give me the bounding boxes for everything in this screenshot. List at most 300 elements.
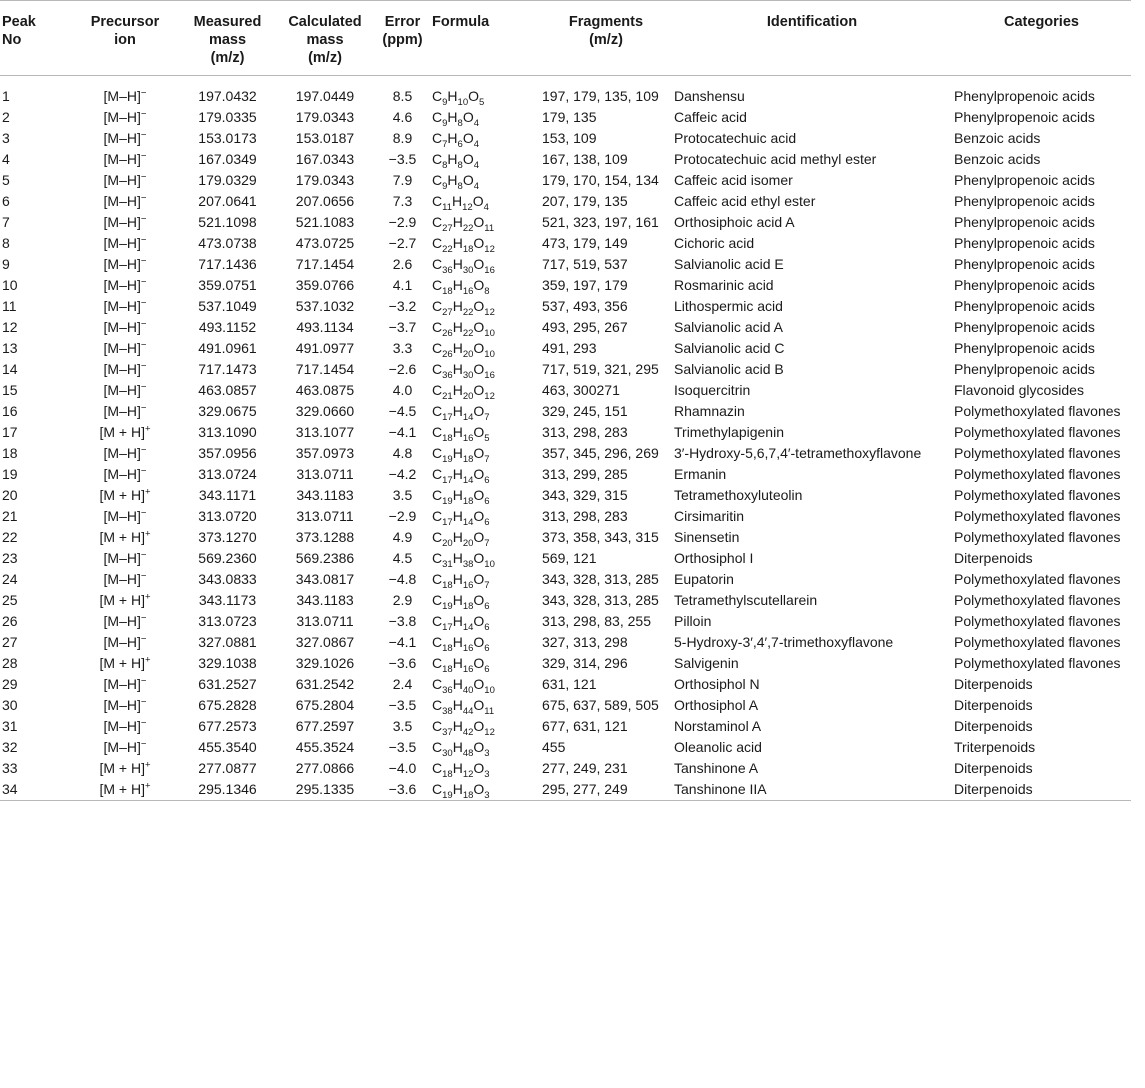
- category-cell: Polymethoxylated flavones: [954, 487, 1121, 503]
- peak-no-cell: 20: [2, 487, 18, 503]
- measured-mass-cell: 473.0738: [198, 235, 257, 251]
- measured-mass-cell: 675.2828: [198, 697, 257, 713]
- category-cell: Phenylpropenoic acids: [954, 235, 1095, 251]
- category-cell: Phenylpropenoic acids: [954, 319, 1095, 335]
- calculated-mass-cell: 179.0343: [295, 109, 355, 125]
- measured-mass-cell: 521.1098: [198, 214, 257, 230]
- calculated-mass-cell: 677.2597: [295, 718, 355, 734]
- category-cell: Polymethoxylated flavones: [954, 424, 1121, 440]
- calculated-mass-cell: 313.0711: [296, 613, 354, 629]
- precursor-ion-cell: [M–H]−: [103, 129, 147, 146]
- fragments-cell: 313, 298, 83, 255: [542, 613, 651, 629]
- table-row: [0, 485, 1131, 506]
- fragments-cell: 357, 345, 296, 269: [542, 445, 659, 461]
- measured-mass-cell: 167.0349: [198, 151, 257, 167]
- fragments-cell: 569, 121: [542, 550, 597, 566]
- identification-cell: Tanshinone A: [674, 760, 759, 776]
- fragments-cell: 677, 631, 121: [542, 718, 628, 734]
- category-cell: Polymethoxylated flavones: [954, 571, 1121, 587]
- peak-no-cell: 22: [2, 529, 18, 545]
- peak-no-cell: 11: [2, 298, 17, 314]
- fragments-cell: 473, 179, 149: [542, 235, 628, 251]
- table-row: [0, 779, 1131, 801]
- formula-cell: $C_{18}H_{16}O_8$: [432, 277, 490, 296]
- error-ppm-cell: −3.2: [388, 298, 417, 314]
- formula-cell: $C_{11}H_{12}O_4$: [432, 193, 489, 212]
- measured-mass-cell: 197.0432: [198, 88, 257, 104]
- measured-mass-cell: 329.0675: [198, 403, 257, 419]
- formula-cell: $C_{30}H_{48}O_3$: [432, 739, 490, 758]
- table-row: [0, 674, 1131, 695]
- fragments-cell: 675, 637, 589, 505: [542, 697, 659, 713]
- measured-mass-cell: 295.1346: [180, 779, 275, 801]
- header-calculated-line2: mass: [306, 32, 344, 48]
- formula-cell: $C_{18}H_{16}O_6$: [432, 655, 490, 674]
- peak-no-cell: 6: [2, 193, 10, 209]
- calculated-mass-cell: 179.0343: [295, 172, 355, 188]
- formula-cell: $C_{18}H_{16}O_6$: [432, 634, 490, 653]
- identification-cell: 3′-Hydroxy-5,6,7,4′-tetramethoxyflavone: [674, 445, 922, 461]
- precursor-ion-cell: [M–H]−: [103, 234, 147, 251]
- formula-cell: $C_{19}H_{18}O_6$: [432, 592, 490, 611]
- precursor-ion-cell: [M–H]−: [103, 465, 147, 482]
- category-cell: Benzoic acids: [954, 130, 1041, 146]
- category-cell: Diterpenoids: [954, 676, 1033, 692]
- peak-no-cell: 19: [2, 466, 18, 482]
- identification-cell: Cichoric acid: [674, 235, 755, 251]
- measured-mass-cell: 313.0724: [198, 466, 257, 482]
- category-cell: Phenylpropenoic acids: [954, 88, 1095, 104]
- peak-no-cell: 21: [2, 508, 18, 524]
- calculated-mass-cell: 313.0711: [296, 466, 354, 482]
- error-ppm-cell: 4.0: [392, 382, 413, 398]
- error-ppm-cell: 4.8: [392, 445, 413, 461]
- formula-cell: $C_{37}H_{42}O_{12}$: [432, 718, 495, 737]
- precursor-ion-cell: [M–H]−: [103, 339, 147, 356]
- peak-no-cell: 24: [2, 571, 18, 587]
- precursor-ion-cell: [M + H]+: [99, 759, 151, 776]
- category-cell: Phenylpropenoic acids: [954, 361, 1095, 377]
- peak-no-cell: 33: [2, 760, 18, 776]
- peak-no-cell: 14: [2, 361, 18, 377]
- fragments-cell: 207, 179, 135: [542, 193, 628, 209]
- measured-mass-cell: 631.2527: [198, 676, 257, 692]
- peak-no-cell: 28: [2, 655, 18, 671]
- formula-cell: $C_{19}H_{18}O_3$: [430, 779, 540, 801]
- fragments-cell: 455: [542, 739, 566, 755]
- formula-cell: $C_9H_8O_4$: [432, 109, 480, 128]
- error-ppm-cell: 2.9: [392, 592, 413, 608]
- peak-no-cell: 23: [2, 550, 18, 566]
- peak-no-cell: 26: [2, 613, 18, 629]
- table-row: [0, 611, 1131, 632]
- table-row: [0, 170, 1131, 191]
- header-categories: [952, 1, 1131, 76]
- formula-cell: $C_{36}H_{30}O_{16}$: [432, 361, 495, 380]
- measured-mass-cell: 359.0751: [198, 277, 257, 293]
- calculated-mass-cell: 313.1077: [295, 424, 355, 440]
- identification-cell: Isoquercitrin: [674, 382, 751, 398]
- formula-cell: $C_{17}H_{14}O_6$: [432, 508, 490, 527]
- fragments-cell: 167, 138, 109: [542, 151, 628, 167]
- calculated-mass-cell: 717.1454: [295, 256, 355, 272]
- table-row: [0, 737, 1131, 758]
- error-ppm-cell: 7.9: [392, 172, 413, 188]
- formula-cell: $C_{18}H_{16}O_7$: [432, 571, 490, 590]
- precursor-ion-cell: [M–H]−: [103, 255, 147, 272]
- header-precursor-line1: Precursor: [90, 14, 160, 30]
- peak-no-cell: 2: [2, 109, 10, 125]
- peak-no-cell: 10: [2, 277, 18, 293]
- error-ppm-cell: −3.5: [388, 697, 417, 713]
- formula-cell: $C_{19}H_{18}O_7$: [432, 445, 490, 464]
- precursor-ion-cell: [M–H]−: [103, 276, 147, 293]
- category-cell: Polymethoxylated flavones: [954, 508, 1121, 524]
- error-ppm-cell: 3.5: [392, 718, 413, 734]
- peak-no-cell: 31: [2, 718, 18, 734]
- calculated-mass-cell: 313.0711: [296, 508, 354, 524]
- fragments-cell: 313, 298, 283: [542, 508, 628, 524]
- precursor-ion-cell: [M–H]−: [103, 402, 147, 419]
- category-cell: Phenylpropenoic acids: [954, 256, 1095, 272]
- measured-mass-cell: 343.1171: [198, 487, 257, 503]
- measured-mass-cell: 569.2360: [198, 550, 257, 566]
- header-precursor: [70, 1, 180, 76]
- error-ppm-cell: 4.9: [392, 529, 413, 545]
- header-error-line1: Error: [384, 14, 421, 30]
- peak-no-cell: 32: [2, 739, 18, 755]
- error-ppm-cell: −3.7: [388, 319, 417, 335]
- precursor-ion-cell: [M–H]−: [103, 738, 147, 755]
- table-row: [0, 128, 1131, 149]
- error-ppm-cell: −4.2: [388, 466, 417, 482]
- calculated-mass-cell: 569.2386: [295, 550, 355, 566]
- category-cell: Polymethoxylated flavones: [954, 613, 1121, 629]
- peak-no-cell: 7: [2, 214, 10, 230]
- table-row: [0, 149, 1131, 170]
- table-header-row: [0, 1, 1131, 76]
- error-ppm-cell: −2.9: [388, 508, 417, 524]
- peak-no-cell: 30: [2, 697, 18, 713]
- precursor-ion-cell: [M–H]−: [103, 444, 147, 461]
- identification-cell: Tanshinone IIA: [672, 779, 952, 801]
- measured-mass-cell: 207.0641: [198, 193, 257, 209]
- fragments-cell: 717, 519, 537: [542, 256, 628, 272]
- calculated-mass-cell: 357.0973: [295, 445, 355, 461]
- category-cell: Phenylpropenoic acids: [954, 277, 1095, 293]
- header-calculated: [275, 1, 375, 76]
- measured-mass-cell: 373.1270: [198, 529, 257, 545]
- measured-mass-cell: 179.0335: [198, 109, 257, 125]
- header-measured-line2: mass: [208, 32, 247, 48]
- fragments-cell: 179, 170, 154, 134: [542, 172, 659, 188]
- formula-cell: $C_{17}H_{14}O_7$: [432, 403, 490, 422]
- fragments-cell: 631, 121: [542, 676, 597, 692]
- header-fragments-line2: (m/z): [589, 32, 623, 48]
- category-cell: Diterpenoids: [954, 760, 1033, 776]
- table-row: [0, 212, 1131, 233]
- fragments-cell: 295, 277, 249: [540, 779, 672, 801]
- category-cell: Polymethoxylated flavones: [954, 403, 1121, 419]
- table-row: [0, 569, 1131, 590]
- header-formula: [430, 1, 540, 76]
- header-error-line2: (ppm): [382, 32, 423, 48]
- identification-cell: Norstaminol A: [674, 718, 762, 734]
- identification-cell: Salvianolic acid C: [674, 340, 785, 356]
- error-ppm-cell: −4.0: [388, 760, 417, 776]
- category-cell: Polymethoxylated flavones: [954, 634, 1121, 650]
- category-cell: Polymethoxylated flavones: [954, 592, 1121, 608]
- measured-mass-cell: 717.1436: [198, 256, 257, 272]
- calculated-mass-cell: 493.1134: [296, 319, 354, 335]
- formula-cell: $C_{27}H_{22}O_{11}$: [432, 214, 495, 233]
- table-row: [0, 254, 1131, 275]
- table-row: [0, 380, 1131, 401]
- formula-cell: $C_9H_8O_4$: [432, 172, 480, 191]
- identification-cell: Orthosiphoic acid A: [674, 214, 795, 230]
- precursor-ion-cell: [M + H]+: [99, 528, 151, 545]
- calculated-mass-cell: 717.1454: [295, 361, 355, 377]
- error-ppm-cell: −2.7: [388, 235, 417, 251]
- table-row: [0, 107, 1131, 128]
- category-cell: Phenylpropenoic acids: [954, 109, 1095, 125]
- identification-cell: Orthosiphol A: [674, 697, 759, 713]
- error-ppm-cell: 3.5: [392, 487, 413, 503]
- formula-cell: $C_7H_6O_4$: [432, 130, 480, 149]
- identification-cell: Tetramethoxyluteolin: [674, 487, 803, 503]
- identification-cell: Cirsimaritin: [674, 508, 744, 524]
- precursor-ion-cell: [M–H]−: [103, 150, 147, 167]
- header-categories-line1: Categories: [1004, 14, 1079, 30]
- identification-cell: Orthosiphol N: [674, 676, 760, 692]
- identification-cell: Sinensetin: [674, 529, 740, 545]
- precursor-ion-cell: [M + H]+: [99, 654, 151, 671]
- measured-mass-cell: 313.0723: [198, 613, 257, 629]
- precursor-ion-cell: [M–H]−: [103, 570, 147, 587]
- peak-no-cell: 18: [2, 445, 18, 461]
- header-peak-line2: No: [2, 32, 22, 48]
- table-row: [0, 590, 1131, 611]
- formula-cell: $C_{31}H_{38}O_{10}$: [432, 550, 495, 569]
- header-identification: [672, 1, 952, 76]
- formula-cell: $C_{26}H_{22}O_{10}$: [432, 319, 495, 338]
- precursor-ion-cell: [M–H]−: [103, 612, 147, 629]
- calculated-mass-cell: 343.0817: [295, 571, 355, 587]
- error-ppm-cell: −2.9: [388, 214, 417, 230]
- peak-no-cell: 9: [2, 256, 10, 272]
- calculated-mass-cell: 167.0343: [295, 151, 355, 167]
- precursor-ion-cell: [M–H]−: [103, 633, 147, 650]
- error-ppm-cell: 2.6: [392, 256, 413, 272]
- header-calculated-line3: (m/z): [308, 50, 342, 66]
- table-row: [0, 233, 1131, 254]
- precursor-ion-cell: [M + H]+: [99, 486, 151, 503]
- precursor-ion-cell: [M–H]−: [103, 192, 147, 209]
- fragments-cell: 343, 328, 313, 285: [542, 592, 659, 608]
- header-calculated-line1: Calculated: [288, 14, 362, 30]
- measured-mass-cell: 277.0877: [198, 760, 257, 776]
- fragments-cell: 329, 245, 151: [542, 403, 628, 419]
- peak-no-cell: 3: [2, 130, 10, 146]
- calculated-mass-cell: 473.0725: [295, 235, 355, 251]
- calculated-mass-cell: 455.3524: [295, 739, 355, 755]
- error-ppm-cell: 4.5: [392, 550, 413, 566]
- table-row: [0, 695, 1131, 716]
- error-ppm-cell: 7.3: [392, 193, 413, 209]
- formula-cell: $C_{27}H_{22}O_{12}$: [432, 298, 495, 317]
- table-row: [0, 716, 1131, 737]
- error-ppm-cell: −3.5: [388, 739, 417, 755]
- precursor-ion-cell: [M–H]−: [103, 675, 147, 692]
- precursor-ion-cell: [M–H]−: [103, 717, 147, 734]
- identification-cell: Salvianolic acid E: [674, 256, 784, 272]
- table-row: [0, 422, 1131, 443]
- header-measured-line1: Measured: [193, 14, 262, 30]
- category-cell: Polymethoxylated flavones: [954, 655, 1121, 671]
- calculated-mass-cell: 277.0866: [295, 760, 355, 776]
- identification-cell: Caffeic acid ethyl ester: [674, 193, 816, 209]
- header-formula-line1: Formula: [432, 14, 490, 30]
- category-cell: Polymethoxylated flavones: [954, 445, 1121, 461]
- calculated-mass-cell: 329.0660: [295, 403, 355, 419]
- table-row: [0, 548, 1131, 569]
- error-ppm-cell: 4.1: [392, 277, 413, 293]
- error-ppm-cell: −4.5: [388, 403, 417, 419]
- identification-cell: Caffeic acid isomer: [674, 172, 793, 188]
- header-error: [375, 1, 430, 76]
- precursor-ion-cell: [M + H]+: [99, 591, 151, 608]
- precursor-ion-cell: [M–H]−: [103, 171, 147, 188]
- category-cell: Phenylpropenoic acids: [954, 340, 1095, 356]
- measured-mass-cell: 313.1090: [198, 424, 257, 440]
- calculated-mass-cell: 343.1183: [296, 592, 354, 608]
- table-row: [0, 317, 1131, 338]
- precursor-ion-cell: [M + H]+: [99, 423, 151, 440]
- peak-no-cell: 13: [2, 340, 18, 356]
- calculated-mass-cell: 537.1032: [295, 298, 355, 314]
- table-row: [0, 632, 1131, 653]
- formula-cell: $C_{36}H_{40}O_{10}$: [432, 676, 495, 695]
- peak-no-cell: 34: [0, 779, 70, 801]
- fragments-cell: 277, 249, 231: [542, 760, 628, 776]
- precursor-ion-cell: [M–H]−: [103, 381, 147, 398]
- measured-mass-cell: 717.1473: [198, 361, 257, 377]
- precursor-ion-cell: [M–H]−: [103, 297, 147, 314]
- header-fragments: [540, 1, 672, 76]
- table-row: [0, 443, 1131, 464]
- calculated-mass-cell: 327.0867: [295, 634, 355, 650]
- calculated-mass-cell: 521.1083: [295, 214, 355, 230]
- fragments-cell: 197, 179, 135, 109: [542, 88, 659, 104]
- table-body: [0, 76, 1131, 801]
- fragments-cell: 537, 493, 356: [542, 298, 628, 314]
- precursor-ion-cell: [M–H]−: [103, 318, 147, 335]
- formula-cell: $C_{36}H_{30}O_{16}$: [432, 256, 495, 275]
- header-peak: [0, 1, 70, 76]
- measured-mass-cell: 343.0833: [198, 571, 257, 587]
- fragments-cell: 153, 109: [542, 130, 597, 146]
- calculated-mass-cell: 631.2542: [295, 676, 355, 692]
- error-ppm-cell: 2.4: [392, 676, 413, 692]
- category-cell: Triterpenoids: [954, 739, 1036, 755]
- formula-cell: $C_{26}H_{20}O_{10}$: [432, 340, 495, 359]
- table-row: [0, 296, 1131, 317]
- measured-mass-cell: 343.1173: [198, 592, 257, 608]
- error-ppm-cell: −2.6: [388, 361, 417, 377]
- table-row: [0, 359, 1131, 380]
- error-ppm-cell: 3.3: [392, 340, 413, 356]
- calculated-mass-cell: 463.0875: [295, 382, 355, 398]
- measured-mass-cell: 493.1152: [198, 319, 257, 335]
- error-ppm-cell: −3.8: [388, 613, 417, 629]
- category-cell: Polymethoxylated flavones: [954, 466, 1121, 482]
- precursor-ion-cell: [M–H]−: [103, 360, 147, 377]
- category-cell: Phenylpropenoic acids: [954, 172, 1095, 188]
- identification-cell: Trimethylapigenin: [674, 424, 784, 440]
- category-cell: Diterpenoids: [954, 697, 1033, 713]
- fragments-cell: 493, 295, 267: [542, 319, 628, 335]
- fragments-cell: 313, 298, 283: [542, 424, 628, 440]
- precursor-ion-cell: [M–H]−: [103, 507, 147, 524]
- error-ppm-cell: −4.1: [388, 424, 417, 440]
- identification-cell: Protocatechuic acid: [674, 130, 797, 146]
- header-fragments-line1: Fragments: [568, 14, 644, 30]
- error-ppm-cell: −4.1: [388, 634, 417, 650]
- category-cell: Phenylpropenoic acids: [954, 214, 1095, 230]
- fragments-cell: 343, 329, 315: [542, 487, 628, 503]
- calculated-mass-cell: 359.0766: [295, 277, 355, 293]
- identification-cell: Pilloin: [674, 613, 712, 629]
- measured-mass-cell: 313.0720: [198, 508, 257, 524]
- identification-cell: Salvigenin: [674, 655, 739, 671]
- precursor-ion-cell: [M–H]−: [103, 87, 147, 104]
- calculated-mass-cell: 153.0187: [295, 130, 355, 146]
- table-row: [0, 653, 1131, 674]
- identification-cell: Rosmarinic acid: [674, 277, 774, 293]
- formula-cell: $C_{18}H_{12}O_3$: [432, 760, 490, 779]
- measured-mass-cell: 153.0173: [198, 130, 257, 146]
- formula-cell: $C_{19}H_{18}O_6$: [432, 487, 490, 506]
- header-measured-line3: (m/z): [210, 50, 245, 66]
- peak-no-cell: 16: [2, 403, 18, 419]
- calculated-mass-cell: 329.1026: [295, 655, 355, 671]
- table-row: [0, 76, 1131, 108]
- fragments-cell: 359, 197, 179: [542, 277, 628, 293]
- calculated-mass-cell: 373.1288: [295, 529, 355, 545]
- identification-cell: Salvianolic acid A: [674, 319, 783, 335]
- measured-mass-cell: 357.0956: [198, 445, 257, 461]
- category-cell: Diterpenoids: [954, 550, 1033, 566]
- calculated-mass-cell: 207.0656: [295, 193, 355, 209]
- measured-mass-cell: 179.0329: [198, 172, 257, 188]
- category-cell: Benzoic acids: [954, 151, 1041, 167]
- identification-cell: Oleanolic acid: [674, 739, 762, 755]
- peak-no-cell: 1: [2, 88, 10, 104]
- table-row: [0, 464, 1131, 485]
- peak-no-cell: 5: [2, 172, 10, 188]
- fragments-cell: 327, 313, 298: [542, 634, 628, 650]
- error-ppm-cell: −3.6: [388, 655, 417, 671]
- peak-no-cell: 8: [2, 235, 10, 251]
- identification-cell: Caffeic acid: [674, 109, 747, 125]
- measured-mass-cell: 329.1038: [198, 655, 257, 671]
- category-cell: Polymethoxylated flavones: [954, 529, 1121, 545]
- header-peak-line1: Peak: [2, 14, 36, 30]
- fragments-cell: 521, 323, 197, 161: [542, 214, 659, 230]
- fragments-cell: 373, 358, 343, 315: [542, 529, 659, 545]
- fragments-cell: 329, 314, 296: [542, 655, 628, 671]
- identification-cell: Salvianolic acid B: [674, 361, 784, 377]
